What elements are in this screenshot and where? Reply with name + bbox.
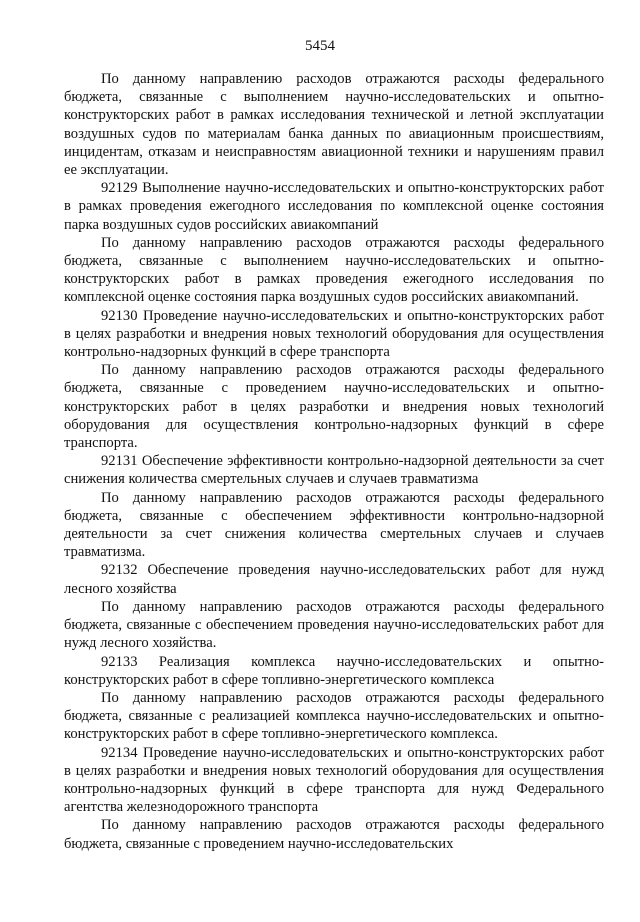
section-heading-92129: 92129 Выполнение научно-исследовательских и опытно-конструкторских работ в рамках проведения ежегодного исследования по комплексной оценке состояния парка воздушных судов российских авиакомпаний <box>64 180 604 233</box>
paragraph: По данному направлению расходов отражаются расходы федерального бюджета, связанные с реализацией комплекса научно-исследовательских и опытно-конструкторских работ в сфере топливно-энергетического комплекса. <box>64 689 604 743</box>
section-heading-92133: 92133 Реализация комплекса научно-исследовательских и опытно-конструкторских работ в сфере топливно-энергетического комплекса <box>64 653 604 688</box>
paragraph: По данному направлению расходов отражаются расходы федерального бюджета, связанные с обеспечением проведения научно-исследовательских работ для нужд лесного хозяйства. <box>64 598 604 652</box>
paragraph: По данному направлению расходов отражаются расходы федерального бюджета, связанные с проведением научно-исследовательских и опытно-конструкторских работ в целях разработки и внедрения новых технологий оборудования для осуществления контрольно-надзорных функций в сфере транспорта. <box>64 362 604 452</box>
document-body <box>64 70 604 853</box>
section-heading-92130: 92130 Проведение научно-исследовательских и опытно-конструкторских работ в целях разработки и внедрения новых технологий оборудования для осуществления контрольно-надзорных функций в сфере транспорта <box>64 307 604 361</box>
section-heading-92134: 92134 Проведение научно-исследовательских и опытно-конструкторских работ в целях разработки и внедрения новых технологий оборудования для осуществления контрольно-надзорных функций в сфере транспорта для нужд Федерального агентства железнодорожного транспорта <box>64 744 604 816</box>
page-number: 5454 <box>305 38 335 54</box>
section-heading-92131: 92131 Обеспечение эффективности контрольно-надзорной деятельности за счет снижения количества смертельных случаев и случаев травматизма <box>64 453 604 488</box>
paragraph: По данному направлению расходов отражаются расходы федерального бюджета, связанные с обеспечением эффективности контрольно-надзорной деятельности за счет снижения количества смертельных случаев и случаев травматизма. <box>64 489 604 561</box>
paragraph: По данному направлению расходов отражаются расходы федерального бюджета, связанные с выполнением научно-исследовательских и опытно-конструкторских работ в рамках исследования технической и летной эксплуатации воздушных судов по материалам банка данных по авиационным происшествиям, инцидентам, отказам и неисправностям авиационной техники и нарушениям правил ее эксплуатации. <box>64 71 604 179</box>
paragraph: По данному направлению расходов отражаются расходы федерального бюджета, связанные с проведением научно-исследовательских <box>64 817 604 852</box>
paragraph: По данному направлению расходов отражаются расходы федерального бюджета, связанные с выполнением научно-исследовательских и опытно-конструкторских работ в рамках проведения ежегодного исследования по комплексной оценке состояния парка воздушных судов российских авиакомпаний. <box>64 234 604 306</box>
section-heading-92132: 92132 Обеспечение проведения научно-исследовательских работ для нужд лесного хозяйства <box>64 562 604 597</box>
